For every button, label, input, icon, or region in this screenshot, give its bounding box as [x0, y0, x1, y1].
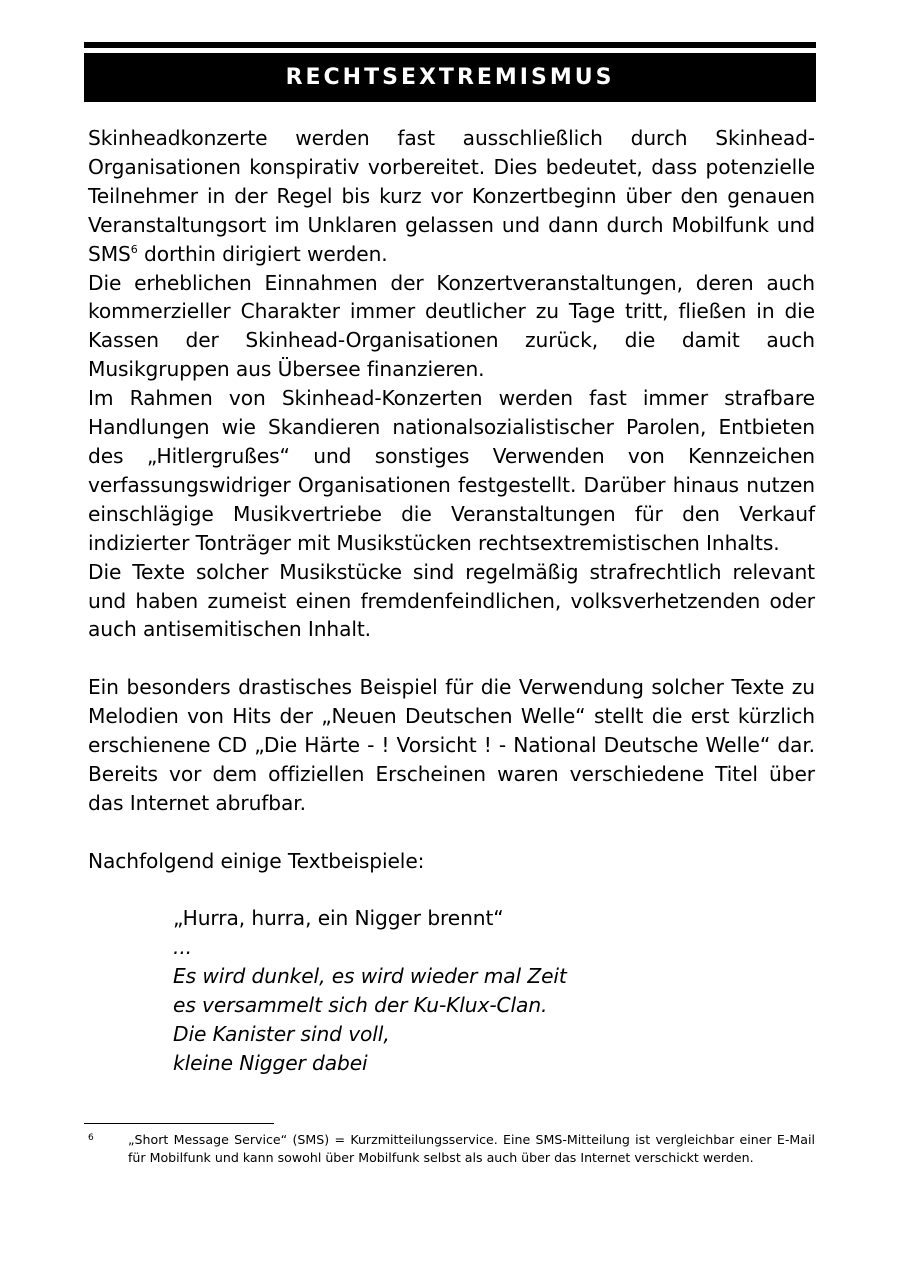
paragraph-5: Ein besonders drastisches Beispiel für die Verwendung solcher Texte zu Melodien von Hits der „Neuen Deutschen Welle“ stellt die erst kürzlich erschienene CD „Die Härte - ! Vorsicht ! - National Deutsche Welle“ dar. Bereits vor dem offiziellen Erscheinen waren verschiedene Titel über das Internet abrufbar.	[88, 675, 815, 815]
paragraph-1-text: Skinheadkonzerte werden fast ausschließlich durch Skinhead-Organisationen konspirativ vorbereitet. Dies bedeutet, dass potenzielle Teilnehmer in der Regel bis kurz vor Konzertbeginn über den genauen Veranstaltungsort im Unklaren gelassen und dann durch Mobilfunk und SMS	[88, 126, 815, 266]
lyrics-quote	[88, 904, 815, 1077]
paragraph-4: Die Texte solcher Musikstücke sind regelmäßig strafrechtlich relevant und haben zumeist einen fremdenfeindlichen, volksverhetzenden oder auch antisemitischen Inhalt.	[88, 559, 815, 642]
quote-line: Es wird dunkel, es wird wieder mal Zeit	[173, 964, 567, 989]
footnote-separator	[84, 1123, 274, 1124]
header-rule	[84, 42, 816, 48]
footnote-reference: 6	[130, 242, 138, 256]
footnote	[88, 1131, 815, 1167]
page-title: RECHTSEXTREMISMUS	[285, 65, 615, 90]
quote-line: ...	[173, 935, 192, 960]
footnote-number: 6	[88, 1133, 94, 1143]
quote-line: es versammelt sich der Ku-Klux-Clan.	[173, 993, 548, 1018]
paragraph-1-end: dorthin dirigiert werden.	[137, 241, 388, 266]
paragraph-1	[88, 124, 815, 269]
paragraph-2: Die erheblichen Einnahmen der Konzertveranstaltungen, deren auch kommerzieller Charakter immer deutlicher zu Tage tritt, fließen in die Kassen der Skinhead-Organisationen zurück, die damit auch Musikgruppen aus Übersee finanzieren.	[88, 270, 815, 382]
header-bar	[84, 53, 816, 102]
quote-line: kleine Nigger dabei	[173, 1050, 368, 1075]
body-text	[88, 124, 815, 1078]
quote-line: Die Kanister sind voll,	[173, 1022, 390, 1047]
footnote-text: „Short Message Service“ (SMS) = Kurzmitteilungsservice. Eine SMS-Mitteilung ist vergleichbar einer E-Mail für Mobilfunk und kann sowohl über Mobilfunk selbst als auch über das Internet verschickt werden.	[128, 1132, 815, 1165]
paragraph-6: Nachfolgend einige Textbeispiele:	[88, 848, 425, 873]
quote-line: „Hurra, hurra, ein Nigger brennt“	[173, 906, 504, 931]
paragraph-3: Im Rahmen von Skinhead-Konzerten werden fast immer strafbare Handlungen wie Skandieren nationalsozialistischer Parolen, Entbieten des „Hitlergrußes“ und sonstiges Verwenden von Kennzeichen verfassungswidriger Organisationen festgestellt. Darüber hinaus nutzen einschlägige Musikvertriebe die Veranstaltungen für den Verkauf indizierter Tonträger mit Musikstücken rechtsextremistischen Inhalts.	[88, 386, 815, 555]
